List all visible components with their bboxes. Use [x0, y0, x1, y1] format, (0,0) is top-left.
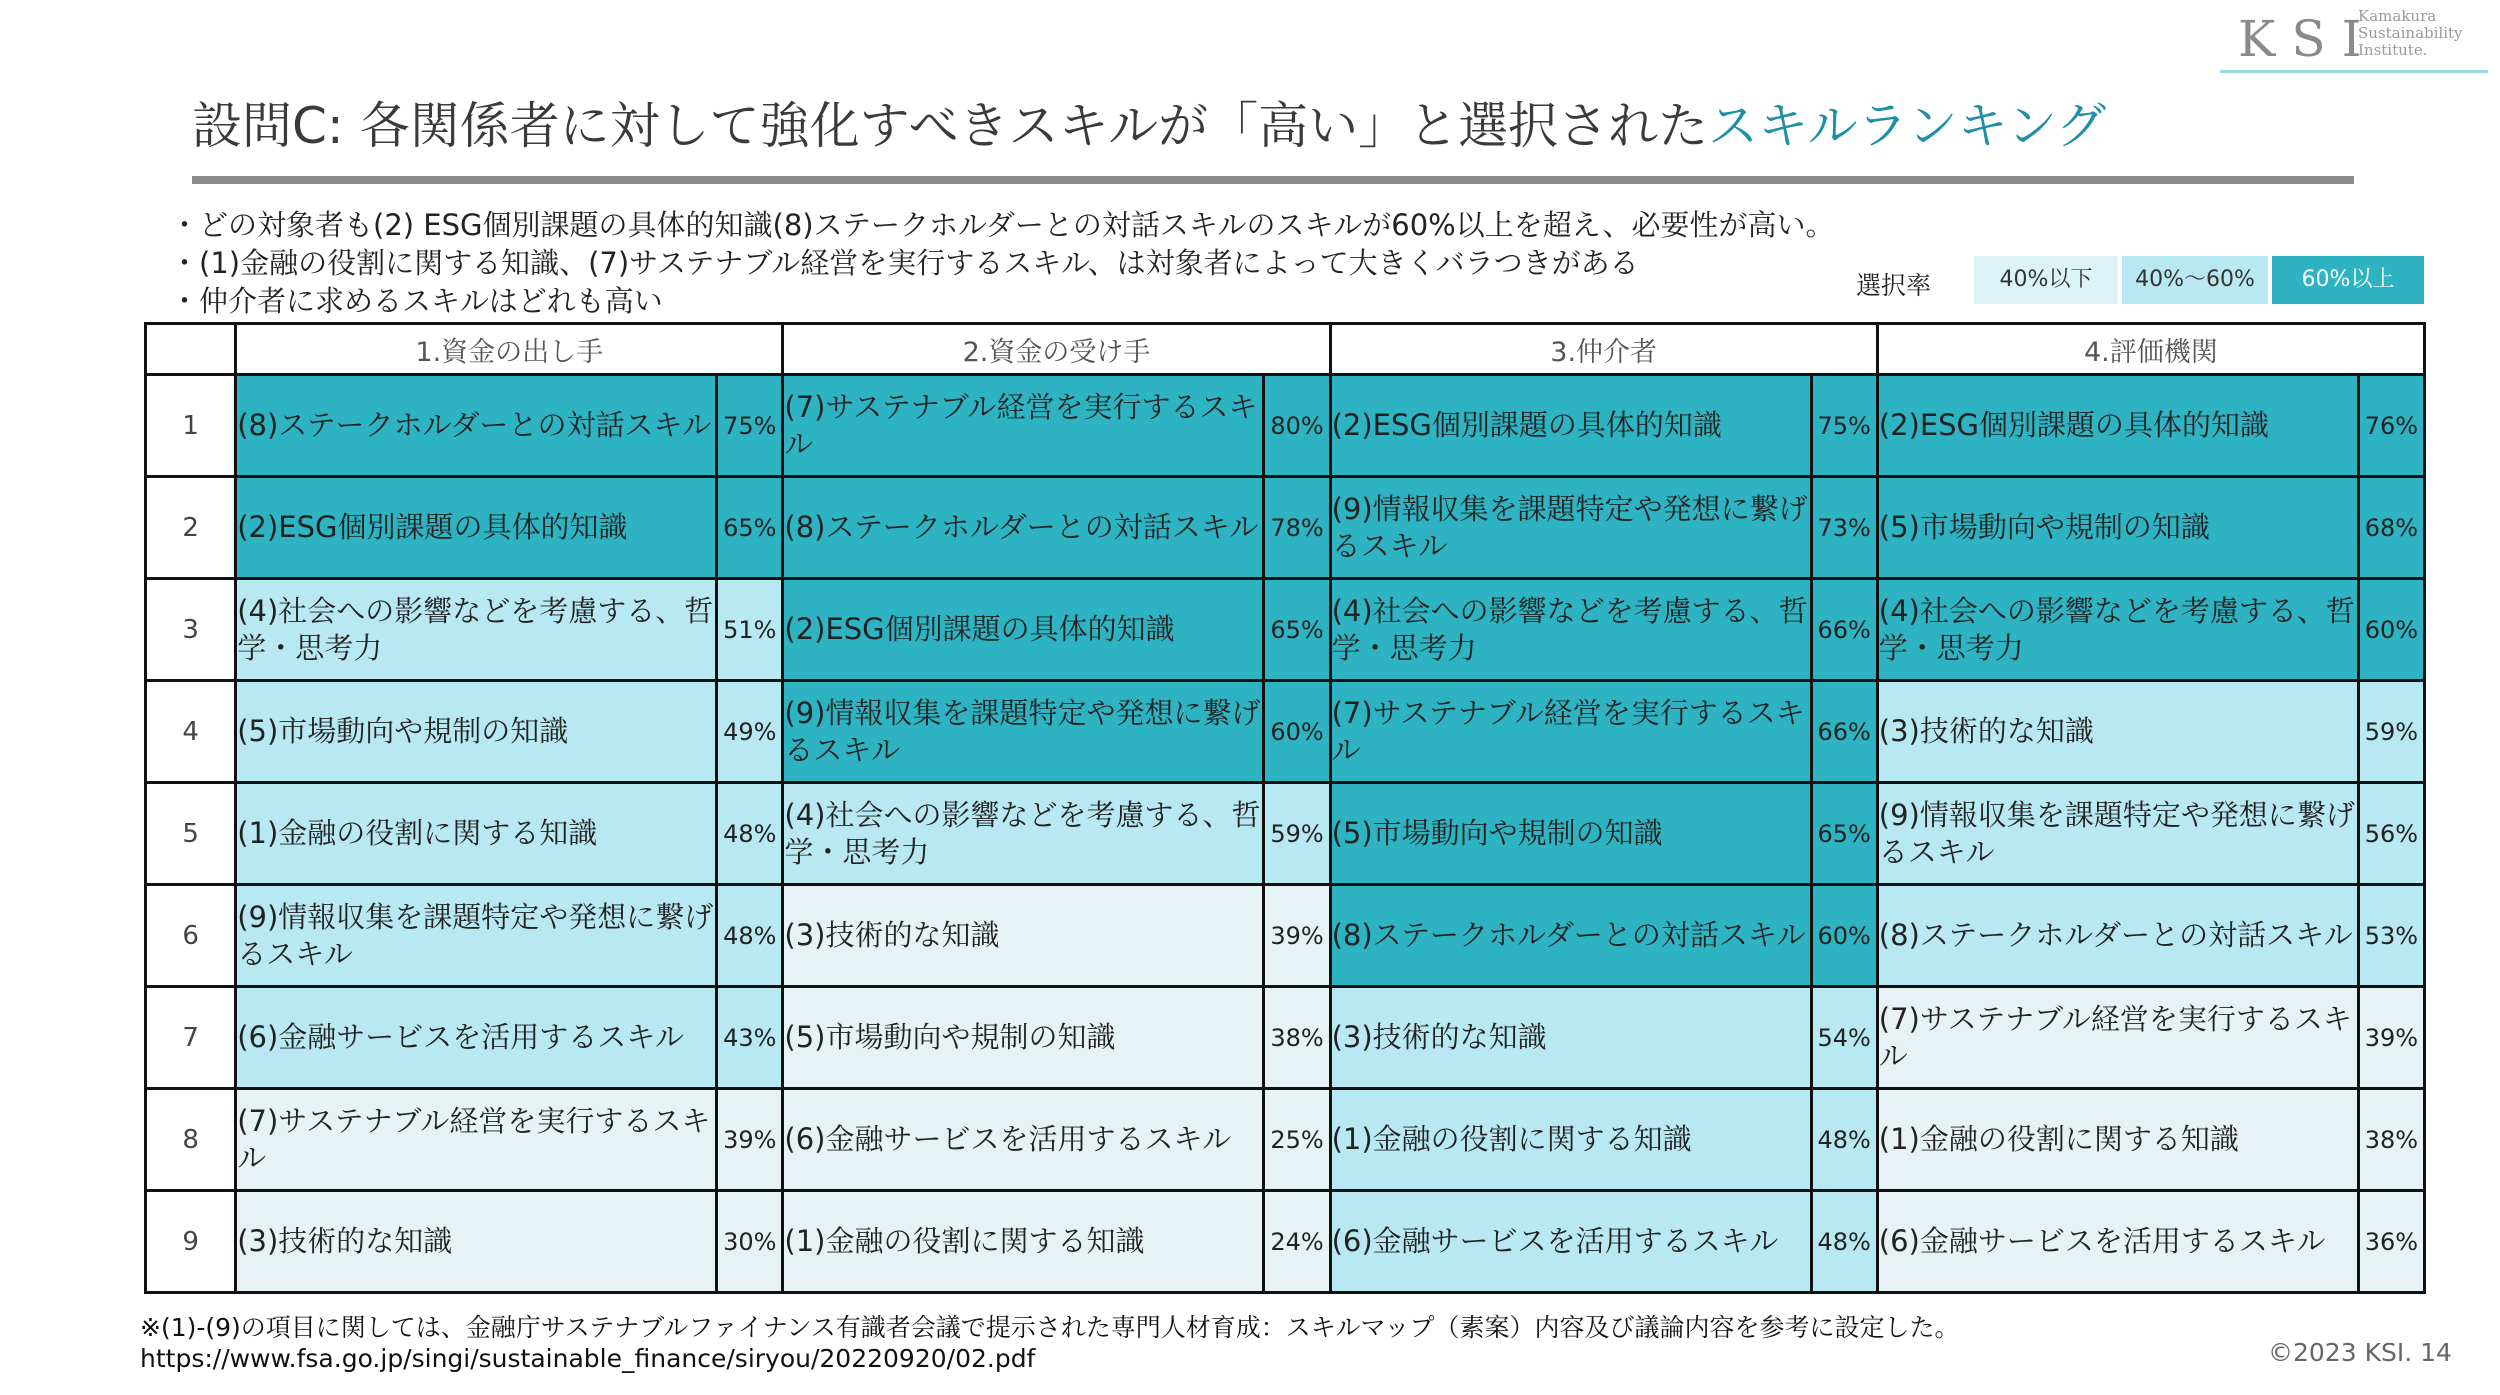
rank-number: 5 — [146, 783, 236, 885]
skill-cell: (7)サステナブル経営を実行するスキル — [1330, 681, 1811, 783]
percent-cell: 25% — [1264, 1089, 1330, 1191]
header-intermediaries: 3.仲介者 — [1330, 324, 1877, 375]
skill-cell: (9)情報収集を課題特定や発想に繋げるスキル — [1877, 783, 2358, 885]
bullet-1: ・どの対象者も(2) ESG個別課題の具体的知識(8)ステークホルダーとの対話スキルのスキルが60%以上を超え、必要性が高い。 — [170, 208, 1835, 242]
rank-number: 3 — [146, 579, 236, 681]
skill-cell: (7)サステナブル経営を実行するスキル — [783, 375, 1264, 477]
percent-cell: 66% — [1811, 681, 1877, 783]
skill-cell: (6)金融サービスを活用するスキル — [783, 1089, 1264, 1191]
percent-cell: 76% — [2358, 375, 2424, 477]
footnote: ※(1)-(9)の項目に関しては、金融庁サステナブルファイナンス有識者会議で提示された専門人材育成：スキルマップ（素案）内容及び議論内容を参考に設定した。 — [140, 1313, 1960, 1342]
skill-cell: (4)社会への影響などを考慮する、哲学・思考力 — [783, 783, 1264, 885]
percent-cell: 59% — [1264, 783, 1330, 885]
logo-line-1: Kamakura — [2358, 7, 2437, 25]
percent-cell: 38% — [1264, 987, 1330, 1089]
percent-cell: 49% — [717, 681, 783, 783]
skill-cell: (7)サステナブル経営を実行するスキル — [236, 1089, 717, 1191]
skill-cell: (8)ステークホルダーとの対話スキル — [236, 375, 717, 477]
copyright: ©2023 KSI. 14 — [2268, 1338, 2452, 1367]
percent-cell: 59% — [2358, 681, 2424, 783]
logo-line-2: Sustainability — [2358, 24, 2463, 42]
table-header-row — [146, 324, 2425, 375]
percent-cell: 73% — [1811, 477, 1877, 579]
skill-cell: (8)ステークホルダーとの対話スキル — [783, 477, 1264, 579]
percent-cell: 39% — [1264, 885, 1330, 987]
bullet-3: ・仲介者に求めるスキルはどれも高い — [170, 284, 663, 318]
skill-cell: (9)情報収集を課題特定や発想に繋げるスキル — [783, 681, 1264, 783]
skill-cell: (3)技術的な知識 — [1877, 681, 2358, 783]
skill-cell: (5)市場動向や規制の知識 — [783, 987, 1264, 1089]
rank-number: 7 — [146, 987, 236, 1089]
table-row — [146, 885, 2425, 987]
percent-cell: 66% — [1811, 579, 1877, 681]
skill-cell: (8)ステークホルダーとの対話スキル — [1877, 885, 2358, 987]
skill-cell: (1)金融の役割に関する知識 — [236, 783, 717, 885]
percent-cell: 36% — [2358, 1191, 2424, 1293]
percent-cell: 60% — [1264, 681, 1330, 783]
skill-cell: (1)金融の役割に関する知識 — [783, 1191, 1264, 1293]
skill-cell: (6)金融サービスを活用するスキル — [1877, 1191, 2358, 1293]
skill-cell: (4)社会への影響などを考慮する、哲学・思考力 — [236, 579, 717, 681]
skill-cell: (1)金融の役割に関する知識 — [1877, 1089, 2358, 1191]
skill-cell: (2)ESG個別課題の具体的知識 — [1877, 375, 2358, 477]
table-row — [146, 579, 2425, 681]
source-url: https://www.fsa.go.jp/singi/sustainable_finance/siryou/20220920/02.pdf — [140, 1344, 1036, 1373]
percent-cell: 65% — [1264, 579, 1330, 681]
ksi-logo — [2220, 8, 2488, 74]
percent-cell: 53% — [2358, 885, 2424, 987]
skill-cell: (1)金融の役割に関する知識 — [1330, 1089, 1811, 1191]
header-recipients: 2.資金の受け手 — [783, 324, 1330, 375]
skill-cell: (3)技術的な知識 — [1330, 987, 1811, 1089]
skill-cell: (8)ステークホルダーとの対話スキル — [1330, 885, 1811, 987]
page-title — [192, 86, 2106, 158]
title-highlight: スキルランキング — [1708, 97, 2107, 155]
table-body — [146, 375, 2425, 1293]
skill-cell: (3)技術的な知識 — [236, 1191, 717, 1293]
skill-ranking-table — [144, 322, 2426, 1294]
table-row — [146, 1191, 2425, 1293]
logo-subtitle — [2358, 8, 2463, 59]
skill-cell: (3)技術的な知識 — [783, 885, 1264, 987]
rank-number: 8 — [146, 1089, 236, 1191]
rank-number: 2 — [146, 477, 236, 579]
table-row — [146, 783, 2425, 885]
skill-cell: (4)社会への影響などを考慮する、哲学・思考力 — [1330, 579, 1811, 681]
rank-number: 1 — [146, 375, 236, 477]
skill-cell: (2)ESG個別課題の具体的知識 — [783, 579, 1264, 681]
skill-cell: (6)金融サービスを活用するスキル — [236, 987, 717, 1089]
header-rank — [146, 324, 236, 375]
percent-cell: 65% — [1811, 783, 1877, 885]
header-rating-agencies: 4.評価機関 — [1877, 324, 2424, 375]
title-divider — [192, 176, 2354, 184]
skill-cell: (9)情報収集を課題特定や発想に繋げるスキル — [236, 885, 717, 987]
table-row — [146, 1089, 2425, 1191]
skill-cell: (9)情報収集を課題特定や発想に繋げるスキル — [1330, 477, 1811, 579]
legend-low: 40%以下 — [1974, 256, 2118, 304]
skill-cell: (6)金融サービスを活用するスキル — [1330, 1191, 1811, 1293]
percent-cell: 75% — [1811, 375, 1877, 477]
table-row — [146, 987, 2425, 1089]
rank-number: 6 — [146, 885, 236, 987]
table-row — [146, 681, 2425, 783]
percent-cell: 65% — [717, 477, 783, 579]
skill-cell: (7)サステナブル経営を実行するスキル — [1877, 987, 2358, 1089]
percent-cell: 24% — [1264, 1191, 1330, 1293]
legend-label: 選択率 — [1856, 271, 1932, 300]
percent-cell: 48% — [717, 885, 783, 987]
bullet-2: ・(1)金融の役割に関する知識、(7)サステナブル経営を実行するスキル、は対象者によって大きくバラつきがある — [170, 246, 1639, 280]
percent-cell: 60% — [2358, 579, 2424, 681]
summary-bullets — [170, 206, 1834, 320]
percent-cell: 39% — [717, 1089, 783, 1191]
percent-cell: 75% — [717, 375, 783, 477]
percent-cell: 60% — [1811, 885, 1877, 987]
logo-text: KSI — [2238, 10, 2378, 68]
percent-cell: 51% — [717, 579, 783, 681]
percent-cell: 38% — [2358, 1089, 2424, 1191]
percent-cell: 80% — [1264, 375, 1330, 477]
legend-high: 60%以上 — [2272, 256, 2424, 304]
skill-cell: (2)ESG個別課題の具体的知識 — [1330, 375, 1811, 477]
header-funders: 1.資金の出し手 — [236, 324, 783, 375]
percent-cell: 68% — [2358, 477, 2424, 579]
rank-number: 9 — [146, 1191, 236, 1293]
logo-line-3: Institute. — [2358, 41, 2428, 59]
percent-cell: 48% — [1811, 1191, 1877, 1293]
skill-cell: (2)ESG個別課題の具体的知識 — [236, 477, 717, 579]
percent-cell: 43% — [717, 987, 783, 1089]
skill-cell: (5)市場動向や規制の知識 — [1877, 477, 2358, 579]
rank-number: 4 — [146, 681, 236, 783]
skill-cell: (4)社会への影響などを考慮する、哲学・思考力 — [1877, 579, 2358, 681]
table-row — [146, 375, 2425, 477]
percent-cell: 56% — [2358, 783, 2424, 885]
skill-cell: (5)市場動向や規制の知識 — [1330, 783, 1811, 885]
logo-underline — [2220, 70, 2488, 73]
table-row — [146, 477, 2425, 579]
percent-cell: 78% — [1264, 477, 1330, 579]
percent-cell: 30% — [717, 1191, 783, 1293]
percent-cell: 39% — [2358, 987, 2424, 1089]
title-prefix: 設問C: 各関係者に対して強化すべきスキルが「高い」と選択された — [192, 97, 1709, 155]
percent-cell: 48% — [1811, 1089, 1877, 1191]
percent-cell: 54% — [1811, 987, 1877, 1089]
percent-cell: 48% — [717, 783, 783, 885]
skill-cell: (5)市場動向や規制の知識 — [236, 681, 717, 783]
legend-mid: 40%～60% — [2122, 256, 2268, 304]
